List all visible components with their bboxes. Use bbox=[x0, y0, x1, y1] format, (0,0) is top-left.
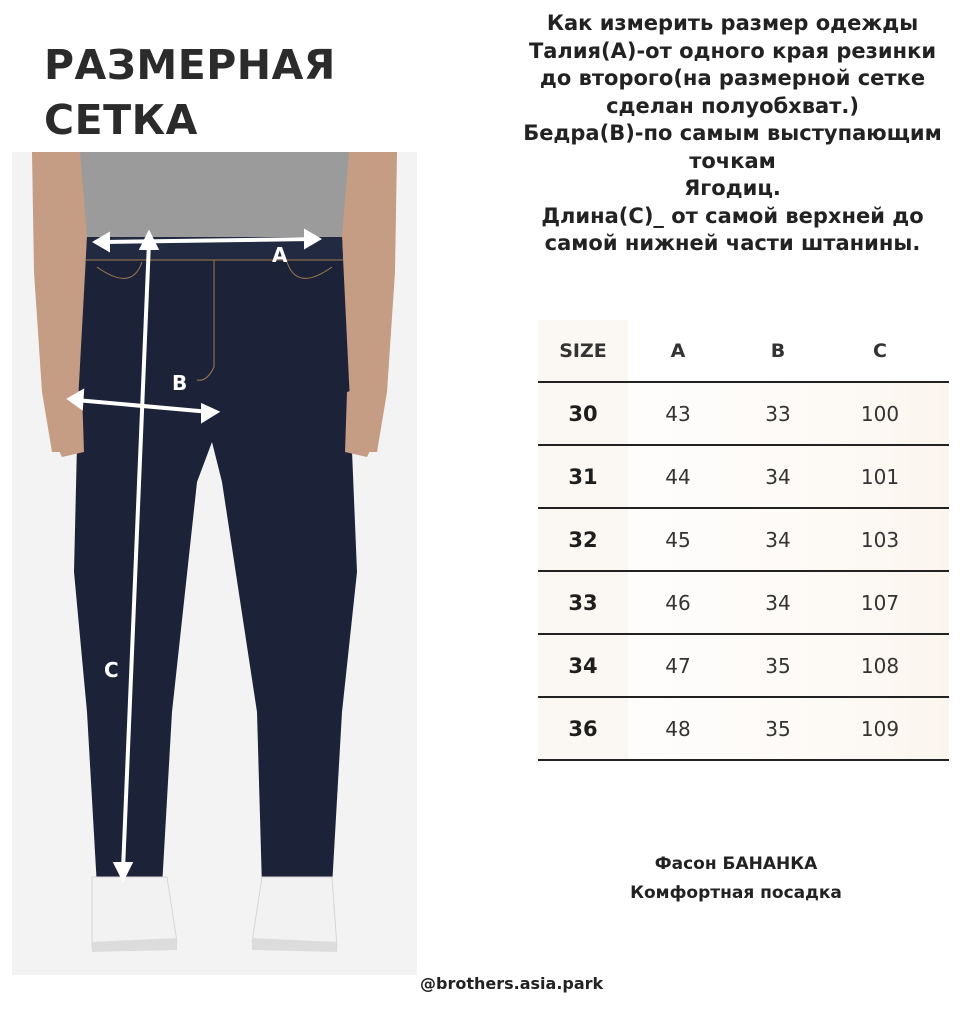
table-row bbox=[538, 446, 949, 509]
table-header bbox=[538, 320, 949, 383]
value-b: 35 bbox=[765, 653, 791, 678]
table-row bbox=[538, 509, 949, 572]
instruction-line: Ягодиц. bbox=[684, 176, 781, 200]
size-value: 34 bbox=[538, 635, 628, 696]
value-a: 45 bbox=[665, 527, 691, 552]
value-a: 44 bbox=[665, 464, 691, 489]
left-sneaker bbox=[92, 877, 177, 947]
header-a: A bbox=[670, 339, 686, 362]
value-a: 46 bbox=[665, 590, 691, 615]
value-c: 108 bbox=[860, 653, 900, 678]
instruction-line: Бедра(В)-по самым выступающим bbox=[523, 121, 942, 145]
instruction-line: до второго(на размерной сетке bbox=[539, 66, 926, 90]
table-row bbox=[538, 698, 949, 761]
value-c: 107 bbox=[860, 590, 900, 615]
label-b: B bbox=[172, 371, 188, 395]
header-size: SIZE bbox=[538, 320, 628, 381]
value-c: 100 bbox=[860, 401, 900, 426]
size-value: 32 bbox=[538, 509, 628, 570]
value-b: 34 bbox=[765, 590, 791, 615]
instruction-line: сделан полуобхват.) bbox=[606, 93, 859, 118]
value-b: 34 bbox=[765, 527, 791, 552]
table-row bbox=[538, 383, 949, 446]
size-value: 36 bbox=[538, 698, 628, 759]
size-table bbox=[538, 320, 949, 761]
fit-description bbox=[600, 850, 872, 908]
header-b: B bbox=[770, 339, 786, 362]
table-row bbox=[538, 635, 949, 698]
instruction-line: самой нижней части штанины. bbox=[544, 231, 921, 255]
instruction-line: Длина(С)_ от самой верхней до bbox=[541, 203, 924, 228]
title-line-2: СЕТКА bbox=[44, 96, 198, 144]
size-value: 30 bbox=[538, 383, 628, 444]
shirt bbox=[80, 152, 349, 237]
jeans-illustration bbox=[12, 152, 417, 975]
fit-style: Фасон БАНАНКА bbox=[654, 854, 818, 874]
value-b: 33 bbox=[765, 401, 791, 426]
label-c: C bbox=[104, 658, 119, 682]
title-line-1: РАЗМЕРНАЯ bbox=[44, 41, 336, 89]
value-a: 43 bbox=[665, 401, 691, 426]
jeans-photo bbox=[12, 152, 417, 975]
value-b: 34 bbox=[765, 464, 791, 489]
header-c: C bbox=[873, 339, 887, 362]
instruction-line: Как измерить размер одежды bbox=[546, 11, 919, 35]
measurement-instructions bbox=[490, 10, 975, 258]
table-row bbox=[538, 572, 949, 635]
value-a: 47 bbox=[665, 653, 691, 678]
value-c: 101 bbox=[860, 464, 900, 489]
fit-comfort: Комфортная посадка bbox=[630, 883, 842, 903]
value-a: 48 bbox=[665, 716, 691, 741]
value-b: 35 bbox=[765, 716, 791, 741]
instruction-line: точкам bbox=[689, 148, 776, 173]
right-sneaker bbox=[252, 877, 337, 947]
value-c: 103 bbox=[860, 527, 900, 552]
instruction-line: Талия(A)-от одного края резинки bbox=[528, 38, 937, 63]
page-title bbox=[44, 38, 374, 148]
social-handle: @brothers.asia.park bbox=[420, 974, 604, 993]
size-value: 31 bbox=[538, 446, 628, 507]
value-c: 109 bbox=[860, 716, 900, 741]
size-value: 33 bbox=[538, 572, 628, 633]
label-a: A bbox=[272, 243, 288, 267]
